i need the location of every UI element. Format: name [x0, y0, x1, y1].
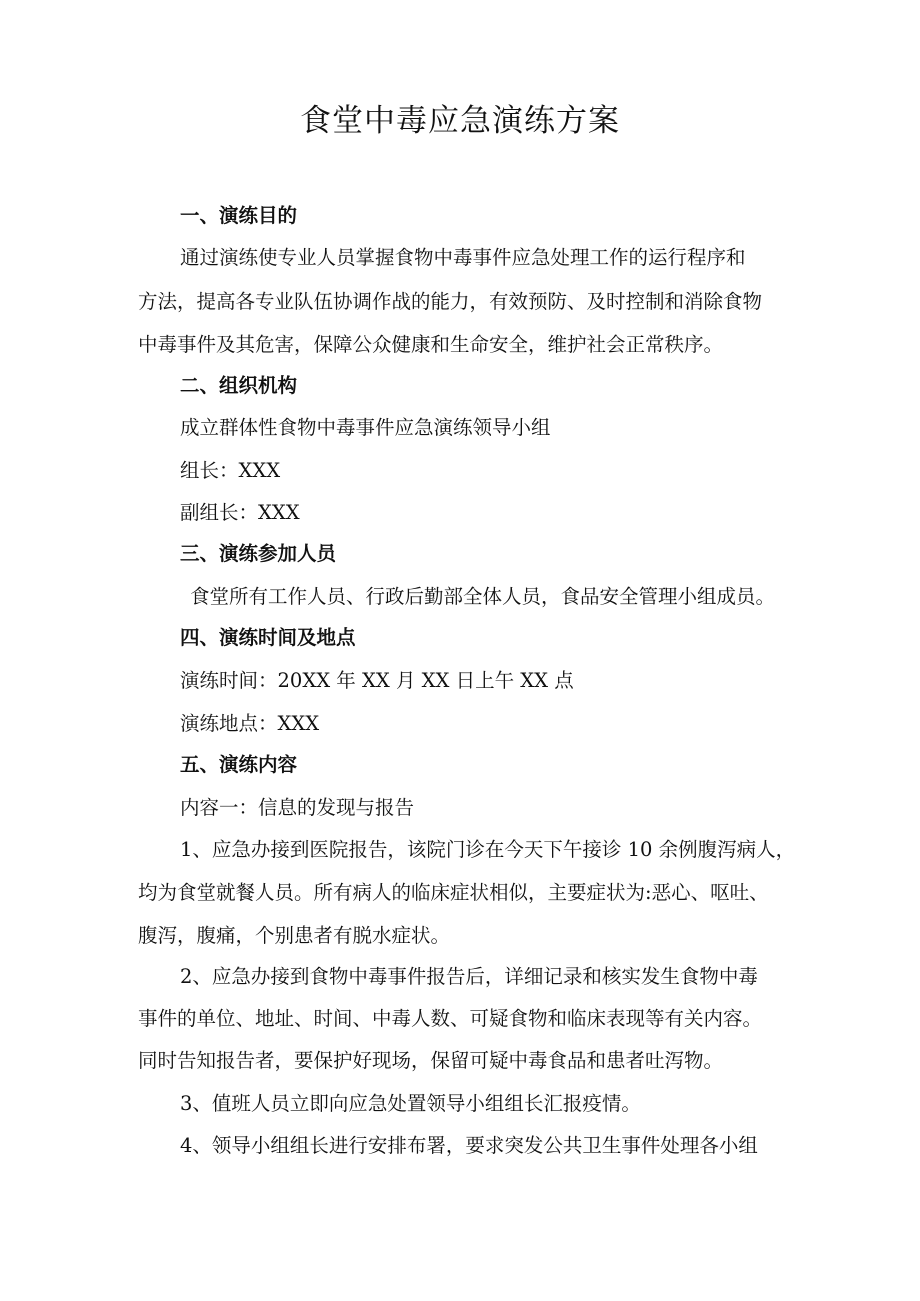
section-heading-participants: 三、演练参加人员	[180, 542, 337, 565]
paragraph-line: 方法，提高各专业队伍协调作战的能力，有效预防、及时控制和消除食物	[138, 290, 763, 313]
section-heading-time-place: 四、演练时间及地点	[180, 626, 356, 649]
section-heading-purpose: 一、演练目的	[180, 204, 298, 227]
list-item-line: 腹泻，腹痛，个别患者有脱水症状。	[138, 924, 451, 947]
paragraph-line: 成立群体性食物中毒事件应急演练领导小组	[180, 416, 551, 439]
drill-location-line: 演练地点：XXX	[180, 712, 320, 735]
list-item-line: 3、值班人员立即向应急处置领导小组组长汇报疫情。	[180, 1092, 641, 1115]
paragraph-line: 中毒事件及其危害，保障公众健康和生命安全，维护社会正常秩序。	[138, 333, 724, 356]
team-leader-line: 组长：XXX	[180, 459, 281, 482]
list-item-line: 4、领导小组组长进行安排布署，要求突发公共卫生事件处理各小组	[180, 1134, 758, 1157]
document-title: 食堂中毒应急演练方案	[300, 103, 620, 139]
paragraph-line: 通过演练使专业人员掌握食物中毒事件应急处理工作的运行程序和	[180, 246, 746, 269]
paragraph-line: 食堂所有工作人员、行政后勤部全体人员，食品安全管理小组成员。	[190, 585, 776, 608]
section-heading-organization: 二、组织机构	[180, 374, 298, 397]
section-heading-content: 五、演练内容	[180, 753, 298, 776]
drill-time-line: 演练时间：20XX 年 XX 月 XX 日上午 XX 点	[180, 669, 574, 692]
list-item-line: 2、应急办接到食物中毒事件报告后，详细记录和核实发生食物中毒	[180, 965, 758, 988]
paragraph-line: 内容一：信息的发现与报告	[180, 796, 415, 819]
list-item-line: 同时告知报告者，要保护好现场，保留可疑中毒食品和患者吐泻物。	[138, 1049, 724, 1072]
list-item-line: 均为食堂就餐人员。所有病人的临床症状相似，主要症状为:恶心、呕吐、	[138, 881, 769, 904]
list-item-line: 事件的单位、地址、时间、中毒人数、可疑食物和临床表现等有关内容。	[138, 1007, 763, 1030]
list-item-line: 1、应急办接到医院报告，该院门诊在今天下午接诊 10 余例腹泻病人，	[180, 838, 796, 861]
deputy-leader-line: 副组长：XXX	[180, 501, 300, 524]
